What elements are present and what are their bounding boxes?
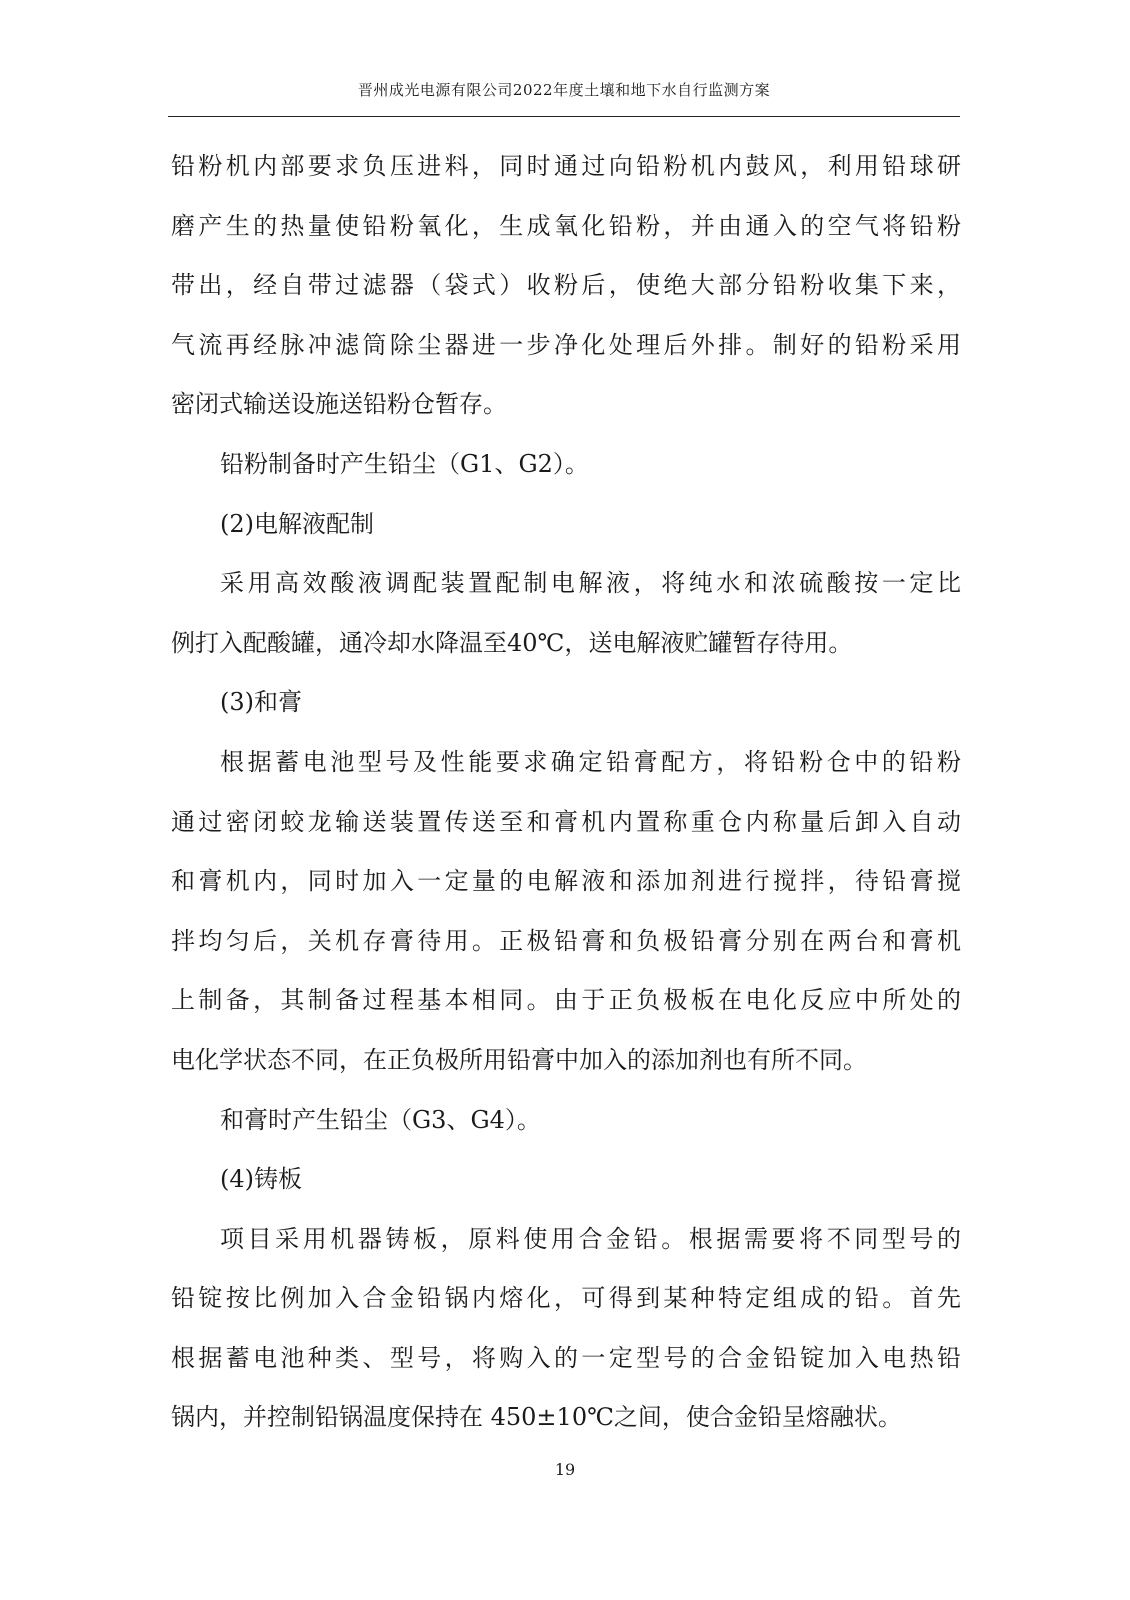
text-line: 锅内，并控制铅锅温度保持在 450±10℃之间，使合金铅呈熔融状。: [171, 1403, 902, 1432]
text-line: 根据蓄电池型号及性能要求确定铅膏配方，将铅粉仓中的铅粉: [220, 747, 961, 776]
text-line: 例打入配酸罐，通冷却水降温至40℃，送电解液贮罐暂存待用。: [171, 628, 853, 657]
text-line: 铅粉制备时产生铅尘（G1、G2）。: [220, 449, 589, 478]
text-line: 带出，经自带过滤器（袋式）收粉后，使绝大部分铅粉收集下来，: [171, 271, 961, 300]
section-heading: (2)电解液配制: [220, 509, 374, 538]
page-number: 19: [554, 1460, 576, 1479]
text-line: 采用高效酸液调配装置配制电解液，将纯水和浓硫酸按一定比: [220, 569, 961, 598]
text-line: 拌均匀后，关机存膏待用。正极铅膏和负极铅膏分别在两台和膏机: [171, 926, 961, 955]
text-line: 通过密闭蛟龙输送装置传送至和膏机内置称重仓内称量后卸入自动: [171, 807, 961, 836]
text-line: 和膏时产生铅尘（G3、G4）。: [220, 1105, 541, 1134]
document-body: [171, 137, 961, 1448]
text-line: 项目采用机器铸板，原料使用合金铅。根据需要将不同型号的: [220, 1224, 961, 1253]
section-heading: (4)铸板: [220, 1165, 302, 1194]
header-title: 晋州成光电源有限公司2022年度土壤和地下水自行监测方案: [357, 81, 771, 99]
text-line: 铅粉机内部要求负压进料，同时通过向铅粉机内鼓风，利用铅球研: [171, 152, 961, 180]
section-heading: (3)和膏: [220, 688, 302, 717]
text-line: 铅锭按比例加入合金铅锅内熔化，可得到某种特定组成的铅。首先: [171, 1284, 961, 1313]
text-line: 根据蓄电池种类、型号，将购入的一定型号的合金铅锭加入电热铅: [171, 1343, 961, 1372]
text-line: 和膏机内，同时加入一定量的电解液和添加剂进行搅拌，待铅膏搅: [171, 867, 961, 896]
running-header: [168, 76, 960, 117]
text-line: 上制备，其制备过程基本相同。由于正负极板在电化反应中所处的: [171, 986, 961, 1015]
text-line: 气流再经脉冲滤筒除尘器进一步净化处理后外排。制好的铅粉采用: [171, 330, 961, 359]
text-line: 电化学状态不同，在正负极所用铅膏中加入的添加剂也有所不同。: [171, 1045, 867, 1074]
text-line: 磨产生的热量使铅粉氧化，生成氧化铅粉，并由通入的空气将铅粉: [171, 211, 961, 240]
text-line: 密闭式输送设施送铅粉仓暂存。: [171, 390, 507, 419]
